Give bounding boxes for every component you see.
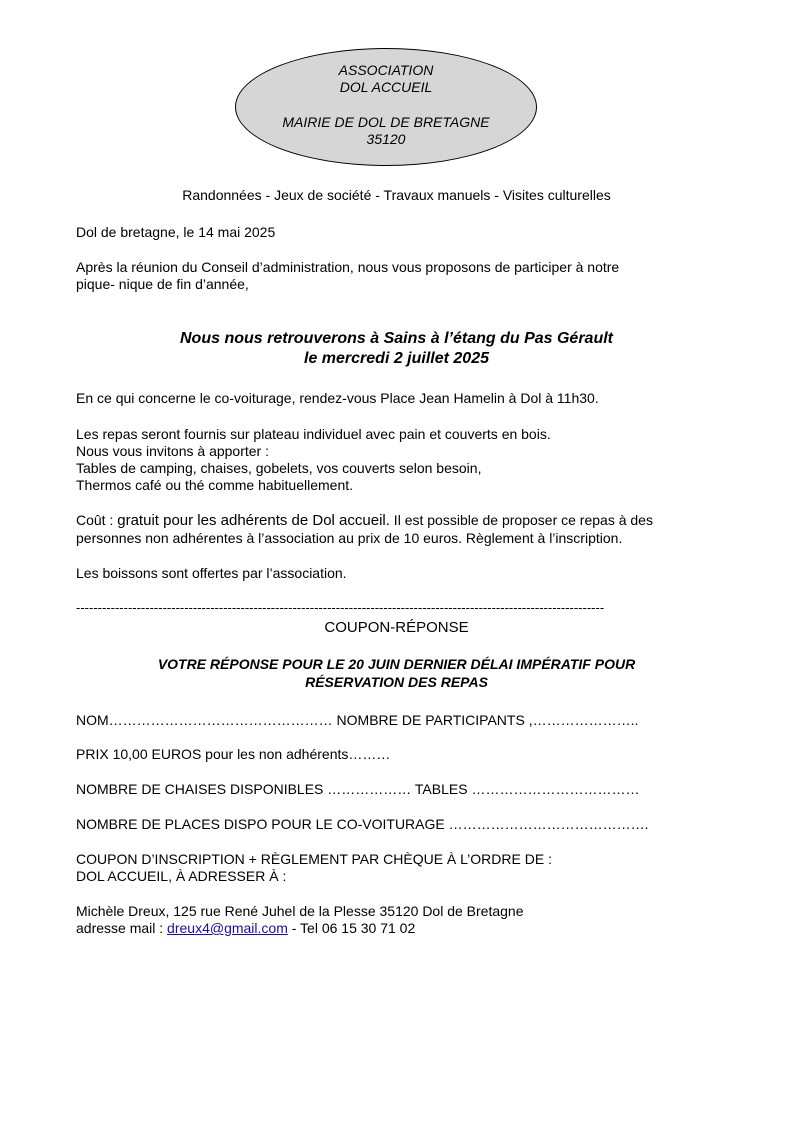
instructions-line-1: COUPON D’INSCRIPTION + RÈGLEMENT PAR CHÈQUE À L’ORDRE DE :: [76, 851, 552, 867]
activities-line: Randonnées - Jeux de société - Travaux manuels - Visites culturelles: [182, 187, 611, 203]
name-participants-field: NOM………………………………………… NOMBRE DE PARTICIPANTS ,…………………..: [76, 712, 639, 728]
header-mairie: MAIRIE DE DOL DE BRETAGNE: [282, 114, 490, 130]
deadline-line-2: RÉSERVATION DES REPAS: [305, 674, 488, 690]
event-location: Nous nous retrouverons à Sains à l’étang du Pas Gérault: [180, 330, 613, 347]
meals-line-2: Nous vous invitons à apporter :: [76, 443, 269, 459]
instructions-line-2: DOL ACCUEIL, À ADRESSER À :: [76, 868, 287, 884]
carpool-places-field: NOMBRE DE PLACES DISPO POUR LE CO-VOITURAGE …………………………………….: [76, 816, 649, 832]
price-field: PRIX 10,00 EUROS pour les non adhérents………: [76, 746, 391, 762]
cost-highlight: gratuit pour les adhérents de Dol accueil.: [117, 512, 390, 529]
intro-line-2: pique- nique de fin d’année,: [76, 276, 249, 292]
cost-line-2: personnes non adhérentes à l’association au prix de 10 euros. Règlement à l’inscription.: [76, 530, 623, 546]
contact-address: Michèle Dreux, 125 rue René Juhel de la Plesse 35120 Dol de Bretagne: [76, 903, 524, 919]
drinks-line: Les boissons sont offertes par l’association.: [76, 565, 347, 581]
cut-line-separator: --------------------------------------------------------------------------------------------------------------------------: [76, 600, 605, 615]
header-postcode: 35120: [366, 131, 406, 147]
email-link[interactable]: dreux4@gmail.com: [167, 920, 288, 936]
cost-line-1: [76, 512, 653, 529]
deadline-line-1: VOTRE RÉPONSE POUR LE 20 JUIN DERNIER DÉLAI IMPÉRATIF POUR: [157, 656, 636, 672]
meals-line-1: Les repas seront fournis sur plateau individuel avec pain et couverts en bois.: [76, 426, 551, 442]
mail-prefix: adresse mail :: [76, 920, 168, 936]
coupon-heading: COUPON-RÉPONSE: [324, 619, 469, 636]
event-date: le mercredi 2 juillet 2025: [304, 350, 489, 367]
date-line: Dol de bretagne, le 14 mai 2025: [76, 224, 276, 240]
meals-line-4: Thermos café ou thé comme habituellement.: [76, 477, 354, 493]
chairs-tables-field: NOMBRE DE CHAISES DISPONIBLES ……………… TABLES ………………………………: [76, 781, 640, 797]
contact-line: [76, 920, 415, 936]
header-association-label: ASSOCIATION: [338, 62, 434, 78]
header-association-name: DOL ACCUEIL: [339, 79, 433, 95]
cost-rest: Il est possible de proposer ce repas à des: [389, 512, 653, 528]
meals-line-3: Tables de camping, chaises, gobelets, vos couverts selon besoin,: [76, 460, 482, 476]
phone-number: - Tel 06 15 30 71 02: [287, 920, 416, 936]
intro-line-1: Après la réunion du Conseil d’administration, nous vous proposons de participer à notre: [76, 259, 620, 275]
association-header-ellipse: [235, 48, 537, 166]
cost-prefix: Coût :: [76, 512, 118, 528]
carpool-line: En ce qui concerne le co-voiturage, rendez-vous Place Jean Hamelin à Dol à 11h30.: [76, 390, 599, 406]
